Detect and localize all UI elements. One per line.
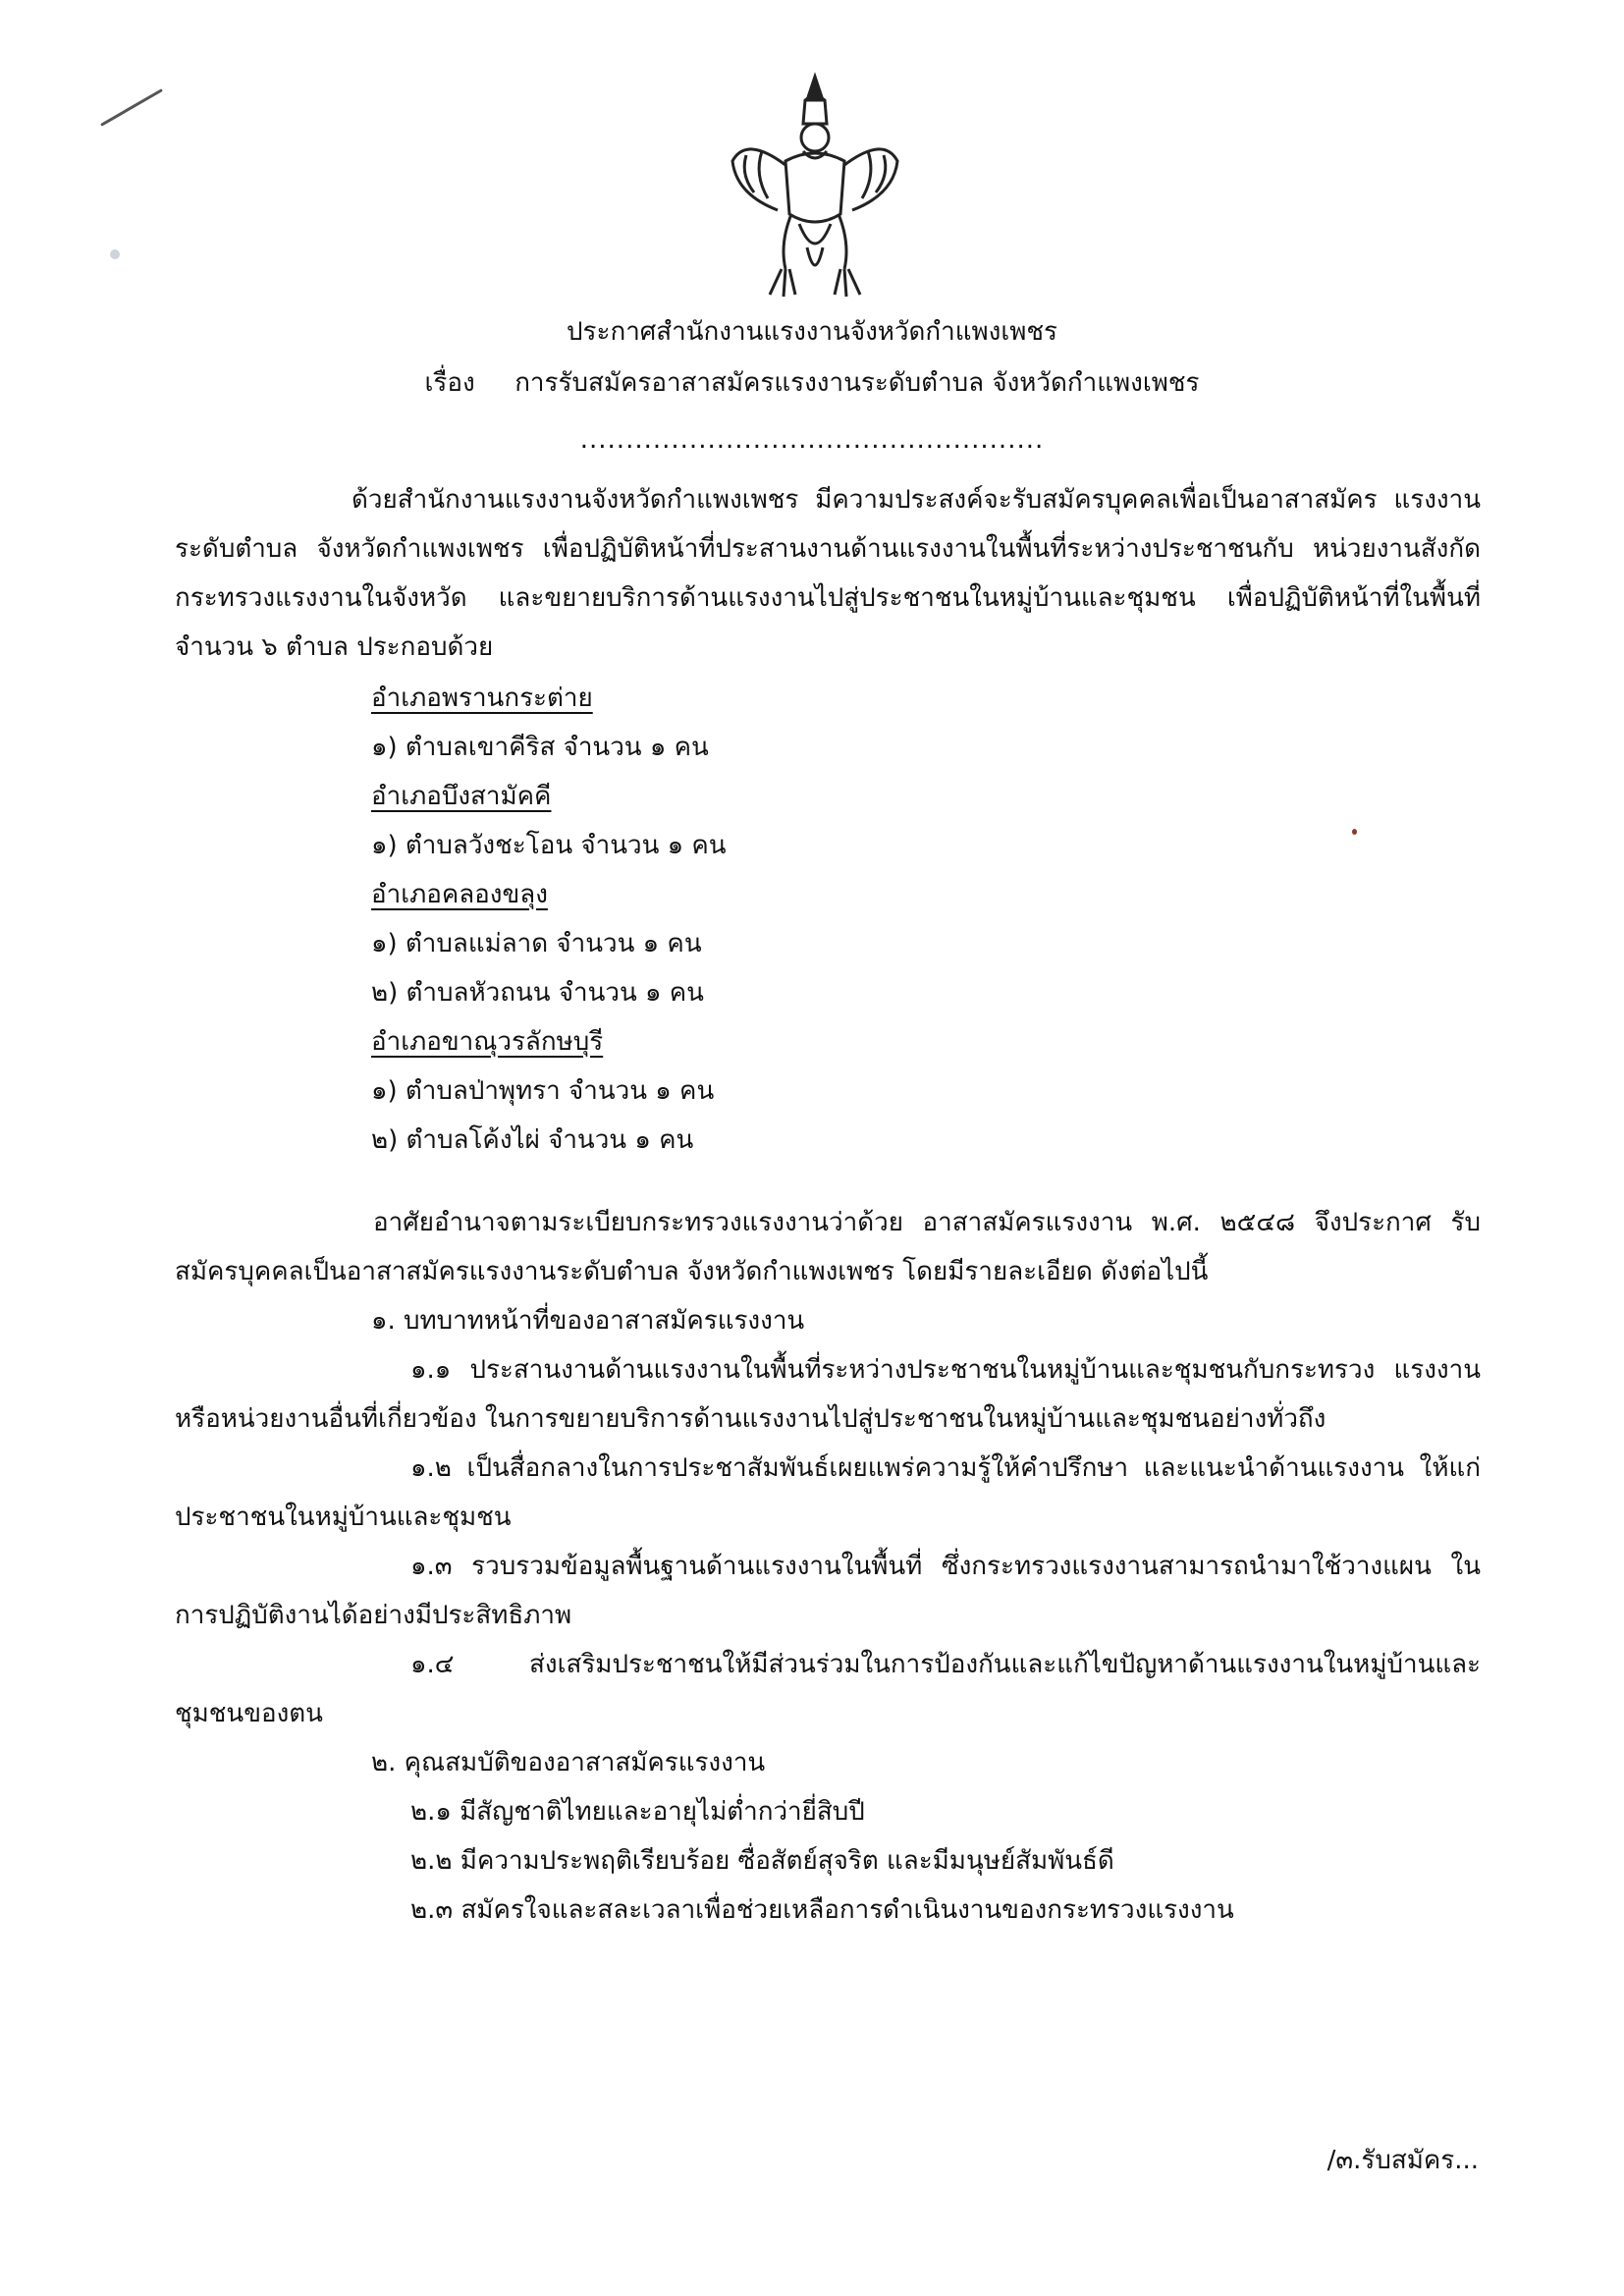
subdistrict-item: ๑) ตำบลวังชะโอน จำนวน ๑ คน: [371, 831, 727, 860]
role-item: ๑.๑ ประสานงานด้านแรงงานในพื้นที่ระหว่างประชาชนในหมู่บ้านและชุมชนกับกระทรวง แรงงานหรือหน่วยงานอื่นที่เกี่ยวข้อง ในการขยายบริการด้านแรงงานไปสู่ประชาชนในหมู่บ้านและชุมชนอย่างทั่วถึง: [175, 1355, 1481, 1434]
qualification-item: ๒.๑ มีสัญชาติไทยและอายุไม่ต่ำกว่ายี่สิบปี: [410, 1797, 865, 1827]
authority-section: [175, 1198, 1481, 1935]
section-2-items: [175, 1787, 1481, 1935]
subdistrict-item: ๑) ตำบลแม่ลาด จำนวน ๑ คน: [371, 929, 702, 958]
section-1-heading: ๑. บทบาทหน้าที่ของอาสาสมัครแรงงาน: [371, 1306, 805, 1336]
subdistrict-item: ๑) ตำบลป่าพุทรา จำนวน ๑ คน: [371, 1076, 715, 1106]
intro-text: ด้วยสำนักงานแรงงานจังหวัดกำแพงเพชร มีความประสงค์จะรับสมัครบุคคลเพื่อเป็นอาสาสมัคร แรงงานระดับตำบล จังหวัดกำแพงเพชร เพื่อปฏิบัติหน้าที่ประสานงานด้านแรงงานในพื้นที่ระหว่างประชาชนกับ หน่วยงานสังกัดกระทรวงแรงงานในจังหวัด และขยายบริการด้านแรงงานไปสู่ประชาชนในหมู่บ้านและชุมชน เพื่อปฏิบัติหน้าที่ในพื้นที่ จำนวน ๖ ตำบล ประกอบด้วย: [175, 485, 1481, 662]
district-name: อำเภอพรานกระต่าย: [371, 683, 593, 713]
subject-label: เรื่อง: [424, 368, 475, 398]
announcement-subject: [0, 363, 1624, 403]
role-item: ๑.๓ รวบรวมข้อมูลพื้นฐานด้านแรงงานในพื้นที่ ซึ่งกระทรวงแรงงานสามารถนำมาใช้วางแผน ในการปฏิบัติงานได้อย่างมีประสิทธิภาพ: [175, 1552, 1481, 1630]
subject-text: การรับสมัครอาสาสมัครแรงงานระดับตำบล จังหวัดกำแพงเพชร: [514, 368, 1200, 398]
intro-paragraph: [175, 475, 1481, 672]
role-item: ๑.๒ เป็นสื่อกลางในการประชาสัมพันธ์เผยแพร่ความรู้ให้คำปรึกษา และแนะนำด้านแรงงาน ให้แก่ประชาชนในหมู่บ้านและชุมชน: [175, 1453, 1481, 1532]
scan-smudge: [110, 249, 120, 259]
separator-dots: ...................................................: [579, 425, 1045, 455]
subdistrict-item: ๑) ตำบลเขาคีริส จำนวน ๑ คน: [371, 733, 709, 762]
announcement-title: ประกาศสำนักงานแรงงานจังหวัดกำแพงเพชร: [567, 317, 1057, 347]
qualification-item: ๒.๓ สมัครใจและสละเวลาเพื่อช่วยเหลือการดำเนินงานของกระทรวงแรงงาน: [410, 1895, 1234, 1925]
continuation-note: /๓.รับสมัคร...: [1326, 2146, 1479, 2175]
district-name: อำเภอบึงสามัคคี: [371, 782, 552, 811]
qualification-item: ๒.๒ มีความประพฤติเรียบร้อย ซื่อสัตย์สุจริต และมีมนุษย์สัมพันธ์ดี: [410, 1846, 1114, 1876]
section-2-heading: ๒. คุณสมบัติของอาสาสมัครแรงงาน: [371, 1748, 766, 1777]
subdistrict-item: ๒) ตำบลหัวถนน จำนวน ๑ คน: [371, 978, 704, 1008]
section-1-items: [175, 1345, 1481, 1738]
pen-mark: [100, 88, 163, 127]
garuda-emblem-icon: [727, 67, 903, 302]
subdistrict-item: ๒) ตำบลโค้งไผ่ จำนวน ๑ คน: [371, 1125, 694, 1155]
authority-paragraph: [175, 1198, 1481, 1296]
district-name: อำเภอคลองขลุง: [371, 880, 548, 909]
intro-section: [175, 475, 1481, 1165]
role-item: ๑.๔ ส่งเสริมประชาชนให้มีส่วนร่วมในการป้องกันและแก้ไขปัญหาด้านแรงงานในหมู่บ้านและ ชุมชนของตน: [175, 1650, 1481, 1728]
district-name: อำเภอขาณุวรลักษบุรี: [371, 1027, 604, 1057]
authority-text: อาศัยอำนาจตามระเบียบกระทรวงแรงงานว่าด้วย อาสาสมัครแรงงาน พ.ศ. ๒๕๔๘ จึงประกาศ รับสมัครบุคคลเป็นอาสาสมัครแรงงานระดับตำบล จังหวัดกำแพงเพชร โดยมีรายละเอียด ดังต่อไปนี้: [175, 1208, 1481, 1286]
district-list: [371, 674, 1481, 1165]
